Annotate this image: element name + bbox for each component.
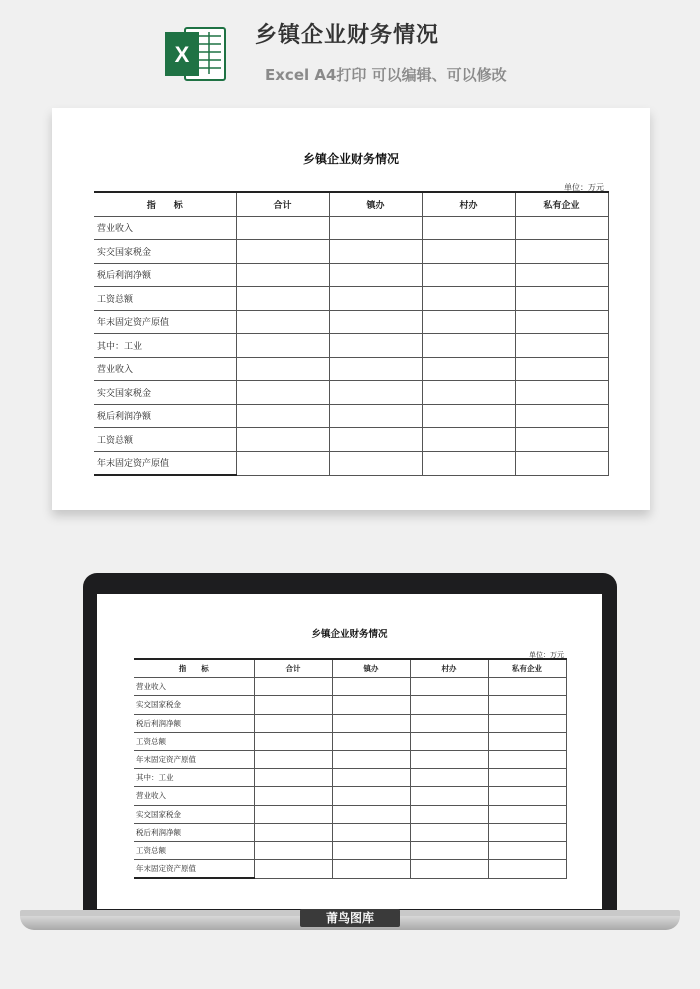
table-cell[interactable] — [329, 334, 422, 358]
table-cell[interactable] — [488, 750, 566, 768]
table-cell[interactable] — [422, 451, 515, 475]
unit-label: 单位：万元 — [529, 651, 564, 659]
column-header: 指 标 — [134, 659, 254, 678]
table-cell[interactable] — [422, 404, 515, 428]
sheet-preview-card — [52, 108, 650, 510]
table-row — [134, 860, 566, 879]
table-row — [134, 750, 566, 768]
table-cell[interactable] — [332, 714, 410, 732]
table-cell[interactable] — [329, 428, 422, 452]
table-cell[interactable] — [488, 841, 566, 859]
table-row — [134, 696, 566, 714]
table-cell[interactable] — [515, 263, 608, 287]
table-cell[interactable] — [488, 678, 566, 696]
table-cell[interactable] — [410, 750, 488, 768]
table-row — [94, 310, 608, 334]
table-row — [94, 451, 608, 475]
table-cell[interactable] — [410, 787, 488, 805]
excel-icon — [163, 22, 227, 86]
row-label: 实交国家税金 — [94, 381, 236, 405]
table-body — [94, 216, 608, 475]
table-cell[interactable] — [236, 310, 329, 334]
table-cell[interactable] — [332, 823, 410, 841]
table-cell[interactable] — [236, 334, 329, 358]
table-cell[interactable] — [488, 823, 566, 841]
table-cell[interactable] — [332, 678, 410, 696]
sheet-title: 乡镇企业财务情况 — [311, 629, 388, 640]
row-label: 税后利润净额 — [94, 263, 236, 287]
column-header: 村办 — [422, 192, 515, 216]
row-label: 年末固定资产原值 — [134, 860, 254, 879]
row-label: 税后利润净额 — [94, 404, 236, 428]
table-cell[interactable] — [329, 381, 422, 405]
laptop-screen — [97, 594, 602, 909]
row-label: 营业收入 — [134, 678, 254, 696]
table-cell[interactable] — [422, 287, 515, 311]
table-row — [94, 357, 608, 381]
table-cell[interactable] — [329, 263, 422, 287]
row-label: 年末固定资产原值 — [94, 310, 236, 334]
table-cell[interactable] — [410, 860, 488, 879]
table-cell[interactable] — [488, 860, 566, 879]
table-cell[interactable] — [488, 769, 566, 787]
table-cell[interactable] — [422, 381, 515, 405]
row-label: 工资总额 — [94, 287, 236, 311]
table-cell[interactable] — [515, 428, 608, 452]
table-row — [94, 216, 608, 240]
table-cell[interactable] — [332, 787, 410, 805]
table-cell[interactable] — [236, 404, 329, 428]
table-cell[interactable] — [422, 263, 515, 287]
table-row — [134, 714, 566, 732]
table-cell[interactable] — [332, 805, 410, 823]
table-cell[interactable] — [254, 841, 332, 859]
table-cell[interactable] — [515, 381, 608, 405]
table-cell[interactable] — [488, 805, 566, 823]
table-row — [134, 678, 566, 696]
table-cell[interactable] — [515, 310, 608, 334]
table-cell[interactable] — [329, 240, 422, 264]
table-cell[interactable] — [332, 732, 410, 750]
table-row — [134, 787, 566, 805]
table-header-row — [134, 659, 566, 678]
table-cell[interactable] — [515, 451, 608, 475]
table-cell[interactable] — [422, 334, 515, 358]
table-cell[interactable] — [410, 805, 488, 823]
table-cell[interactable] — [410, 769, 488, 787]
table-cell[interactable] — [329, 216, 422, 240]
table-cell[interactable] — [236, 428, 329, 452]
row-label: 营业收入 — [94, 357, 236, 381]
row-label: 实交国家税金 — [134, 805, 254, 823]
table-cell[interactable] — [515, 216, 608, 240]
row-label: 实交国家税金 — [134, 696, 254, 714]
table-cell[interactable] — [236, 240, 329, 264]
table-cell[interactable] — [488, 732, 566, 750]
spreadsheet — [52, 108, 650, 510]
table-cell[interactable] — [488, 787, 566, 805]
table-cell[interactable] — [410, 823, 488, 841]
table-cell[interactable] — [410, 696, 488, 714]
table-row — [134, 841, 566, 859]
row-label: 税后利润净额 — [134, 714, 254, 732]
table-cell[interactable] — [236, 357, 329, 381]
table-cell[interactable] — [422, 310, 515, 334]
table-row — [94, 334, 608, 358]
row-label: 营业收入 — [134, 787, 254, 805]
table-cell[interactable] — [422, 428, 515, 452]
table-row — [94, 240, 608, 264]
finance-table — [134, 658, 567, 879]
table-cell[interactable] — [254, 769, 332, 787]
table-cell[interactable] — [515, 404, 608, 428]
page-subtitle: Excel A4打印 可以编辑、可以修改 — [265, 66, 507, 84]
table-cell[interactable] — [515, 240, 608, 264]
table-cell[interactable] — [410, 678, 488, 696]
finance-table — [94, 191, 609, 476]
row-label: 实交国家税金 — [94, 240, 236, 264]
table-cell[interactable] — [422, 240, 515, 264]
table-cell[interactable] — [236, 451, 329, 475]
table-cell[interactable] — [332, 696, 410, 714]
table-cell[interactable] — [254, 750, 332, 768]
table-cell[interactable] — [254, 714, 332, 732]
column-header: 指 标 — [94, 192, 236, 216]
unit-label: 单位：万元 — [564, 183, 604, 192]
sheet-title: 乡镇企业财务情况 — [302, 152, 399, 166]
column-header: 镇办 — [332, 659, 410, 678]
table-header-row — [94, 192, 608, 216]
table-cell[interactable] — [332, 769, 410, 787]
table-cell[interactable] — [488, 714, 566, 732]
table-cell[interactable] — [329, 287, 422, 311]
table-cell[interactable] — [410, 841, 488, 859]
table-cell[interactable] — [329, 357, 422, 381]
row-label: 营业收入 — [94, 216, 236, 240]
brand-label: 莆鸟图库 — [300, 909, 400, 927]
excel-icon-letter: X — [174, 42, 190, 67]
row-label: 工资总额 — [134, 841, 254, 859]
table-cell[interactable] — [410, 732, 488, 750]
table-cell[interactable] — [515, 357, 608, 381]
table-cell[interactable] — [332, 860, 410, 879]
row-label: 税后利润净额 — [134, 823, 254, 841]
column-header: 私有企业 — [488, 659, 566, 678]
page-title: 乡镇企业财务情况 — [255, 23, 440, 48]
table-cell[interactable] — [236, 381, 329, 405]
table-row — [134, 805, 566, 823]
table-cell[interactable] — [488, 696, 566, 714]
table-cell[interactable] — [236, 216, 329, 240]
table-cell[interactable] — [254, 732, 332, 750]
table-cell[interactable] — [254, 860, 332, 879]
row-label: 年末固定资产原值 — [94, 451, 236, 475]
table-cell[interactable] — [254, 678, 332, 696]
table-cell[interactable] — [422, 216, 515, 240]
table-row — [94, 263, 608, 287]
table-row — [134, 823, 566, 841]
table-row — [94, 381, 608, 405]
column-header: 合计 — [254, 659, 332, 678]
table-cell[interactable] — [329, 404, 422, 428]
table-cell[interactable] — [329, 310, 422, 334]
table-cell[interactable] — [332, 841, 410, 859]
column-header: 私有企业 — [515, 192, 608, 216]
table-cell[interactable] — [254, 805, 332, 823]
column-header: 村办 — [410, 659, 488, 678]
table-cell[interactable] — [515, 334, 608, 358]
table-cell[interactable] — [236, 263, 329, 287]
row-label: 工资总额 — [94, 428, 236, 452]
table-cell[interactable] — [515, 287, 608, 311]
table-row — [134, 769, 566, 787]
table-cell[interactable] — [332, 750, 410, 768]
table-body — [134, 678, 566, 879]
table-cell[interactable] — [236, 287, 329, 311]
table-cell[interactable] — [410, 714, 488, 732]
row-label: 工资总额 — [134, 732, 254, 750]
row-label: 其中：工业 — [134, 769, 254, 787]
table-cell[interactable] — [254, 823, 332, 841]
table-cell[interactable] — [329, 451, 422, 475]
row-label: 年末固定资产原值 — [134, 750, 254, 768]
table-row — [134, 732, 566, 750]
table-row — [94, 287, 608, 311]
row-label: 其中：工业 — [94, 334, 236, 358]
table-row — [94, 428, 608, 452]
table-cell[interactable] — [422, 357, 515, 381]
table-cell[interactable] — [254, 787, 332, 805]
column-header: 镇办 — [329, 192, 422, 216]
table-cell[interactable] — [254, 696, 332, 714]
column-header: 合计 — [236, 192, 329, 216]
table-row — [94, 404, 608, 428]
